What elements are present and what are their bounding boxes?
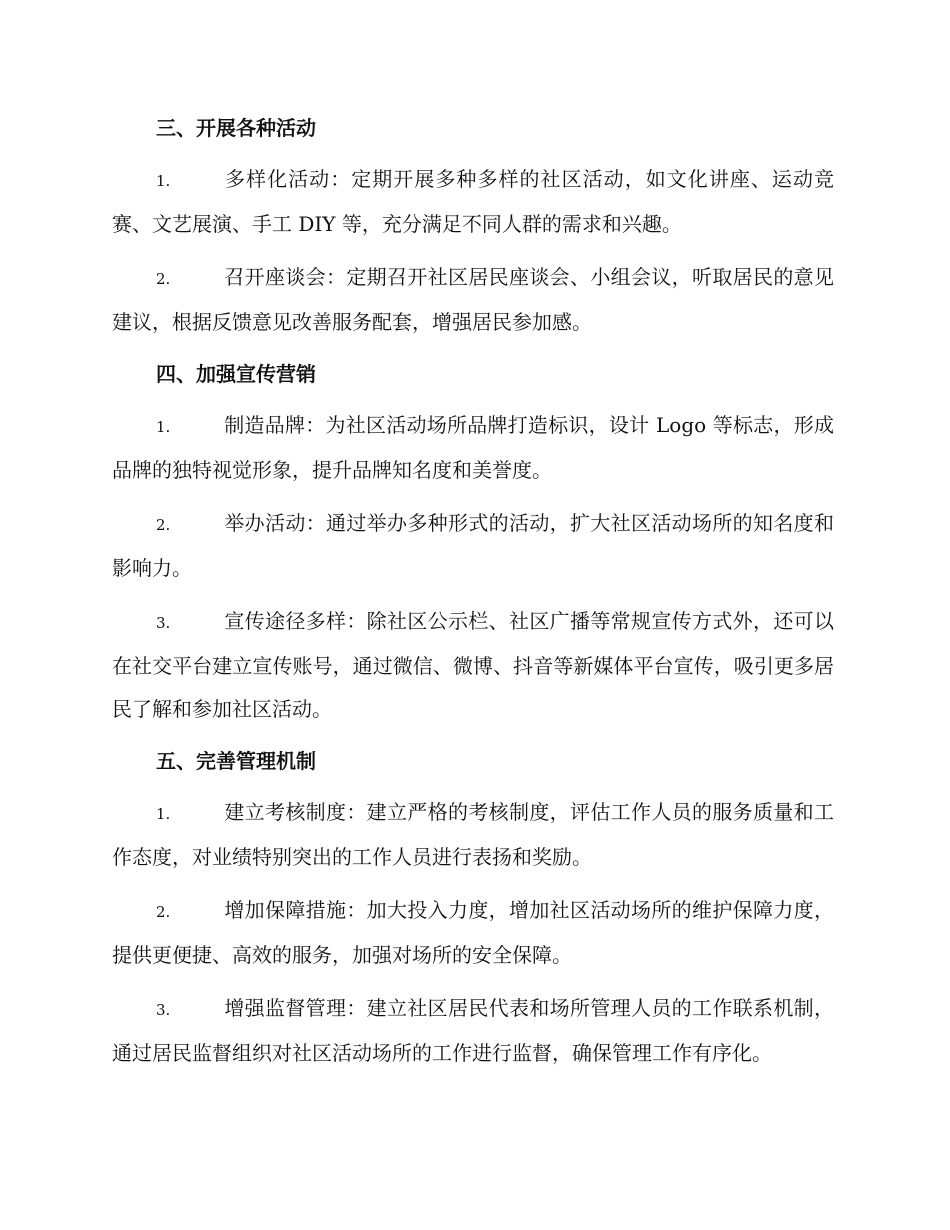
- section-heading: 四、加强宣传营销: [156, 362, 316, 386]
- list-item: [112, 502, 834, 590]
- document-body: [112, 108, 834, 1085]
- section-heading: 五、完善管理机制: [156, 749, 316, 773]
- item-number: 1.: [156, 805, 171, 823]
- section-publicity: [112, 354, 834, 731]
- list-item: [112, 158, 834, 246]
- item-text: 建立考核制度：建立严格的考核制度，评估工作人员的服务质量和工作态度，对业绩特别突出的工作人员进行表扬和奖励。: [112, 800, 834, 869]
- item-number: 3.: [156, 1001, 171, 1019]
- item-text: 召开座谈会：定期召开社区居民座谈会、小组会议，听取居民的意见建议，根据反馈意见改善服务配套，增强居民参加感。: [112, 265, 834, 334]
- section-heading: 三、开展各种活动: [156, 116, 316, 140]
- list-item: [112, 889, 834, 977]
- item-text: 增加保障措施：加大投入力度，增加社区活动场所的维护保障力度，提供更便捷、高效的服务，加强对场所的安全保障。: [112, 898, 834, 967]
- item-number: 2.: [156, 903, 171, 921]
- item-number: 2.: [156, 516, 171, 534]
- item-text: 增强监督管理：建立社区居民代表和场所管理人员的工作联系机制，通过居民监督组织对社区活动场所的工作进行监督，确保管理工作有序化。: [112, 996, 834, 1065]
- list-item: [112, 987, 834, 1075]
- section-activities: [112, 108, 834, 344]
- list-item: [112, 791, 834, 879]
- item-number: 1.: [156, 418, 171, 436]
- item-text: 多样化活动：定期开展多种多样的社区活动，如文化讲座、运动竞赛、文艺展演、手工 DIY 等，充分满足不同人群的需求和兴趣。: [112, 167, 834, 236]
- item-number: 2.: [156, 270, 171, 288]
- list-item: [112, 256, 834, 344]
- section-management: [112, 741, 834, 1075]
- list-item: [112, 600, 834, 731]
- item-number: 3.: [156, 614, 171, 632]
- item-text: 制造品牌：为社区活动场所品牌打造标识，设计 Logo 等标志，形成品牌的独特视觉形象，提升品牌知名度和美誉度。: [112, 413, 834, 482]
- item-text: 宣传途径多样：除社区公示栏、社区广播等常规宣传方式外，还可以在社交平台建立宣传账号，通过微信、微博、抖音等新媒体平台宣传，吸引更多居民了解和参加社区活动。: [112, 609, 834, 721]
- item-text: 举办活动：通过举办多种形式的活动，扩大社区活动场所的知名度和影响力。: [112, 511, 834, 580]
- item-number: 1.: [156, 172, 171, 190]
- list-item: [112, 404, 834, 492]
